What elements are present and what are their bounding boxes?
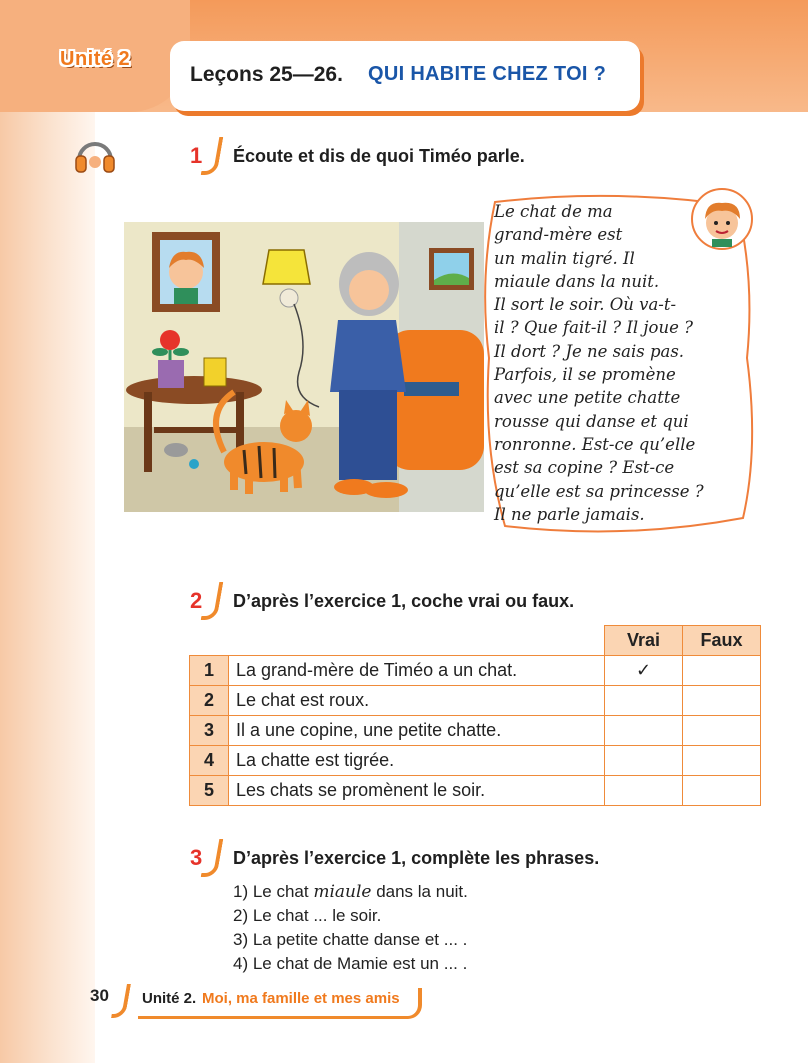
- exercise-2-instruction: D’après l’exercice 1, coche vrai ou faux.: [233, 591, 575, 611]
- page-number: [90, 986, 126, 1016]
- row-statement: La grand-mère de Timéo a un chat.: [229, 656, 605, 686]
- exercise-3-number-text: 3: [190, 845, 203, 870]
- table-row: [190, 656, 761, 686]
- faux-checkbox[interactable]: [683, 746, 761, 776]
- list-item: 2) Le chat ... le soir.: [233, 906, 382, 925]
- speech-text: [494, 200, 754, 526]
- faux-checkbox[interactable]: [683, 686, 761, 716]
- speech-line: grand-mère est: [494, 225, 623, 245]
- exercise-2-number-text: 2: [190, 588, 203, 613]
- table-row: [190, 716, 761, 746]
- page-number-text: 30: [90, 986, 109, 1005]
- row-number: 4: [190, 746, 229, 776]
- list-item: 1) Le chat miaule dans la nuit.: [233, 882, 468, 902]
- column-header-vrai: Vrai: [605, 626, 683, 656]
- lesson-title-box: [170, 41, 640, 111]
- speech-line: Il sort le soir. Où va-t-: [494, 295, 677, 315]
- portrait-frame: [152, 232, 220, 312]
- footer-title: Moi, ma famille et mes amis: [202, 990, 400, 1007]
- unit-badge: Unité 2: [60, 48, 131, 70]
- speech-line: rousse qui danse et qui: [494, 411, 689, 431]
- vrai-checkbox[interactable]: [605, 686, 683, 716]
- row-number: 3: [190, 716, 229, 746]
- speech-line: il ? Que fait-il ? Il joue ?: [494, 318, 693, 338]
- exercise-2-number: [190, 588, 202, 614]
- list-item: 4) Le chat de Mamie est un ... .: [233, 954, 468, 973]
- vrai-checkbox[interactable]: [605, 716, 683, 746]
- list-item: 3) La petite chatte danse et ... .: [233, 930, 468, 949]
- exercise-3-instruction: D’après l’exercice 1, complète les phrases.: [233, 848, 600, 868]
- speech-line: ronronne. Est-ce qu’elle: [494, 434, 696, 454]
- faux-checkbox[interactable]: [683, 656, 761, 686]
- speech-line: avec une petite chatte: [494, 388, 681, 408]
- grandmother-figure: [330, 252, 408, 498]
- footer-running-title: [138, 988, 422, 1019]
- speech-line: Le chat de ma: [494, 202, 613, 221]
- row-number: 5: [190, 776, 229, 806]
- exercise-3-number: [190, 845, 202, 871]
- italic-word: miaule: [313, 882, 372, 902]
- sentence-list: [233, 880, 468, 976]
- speech-line: qu’elle est sa princesse ?: [494, 481, 704, 501]
- exercise-1-number: [190, 143, 202, 169]
- row-statement: Les chats se promènent le soir.: [229, 776, 605, 806]
- exercise-1-number-text: 1: [190, 143, 203, 168]
- speech-line: est sa copine ? Est-ce: [494, 458, 675, 478]
- speech-line: Il ne parle jamais.: [494, 504, 645, 524]
- vrai-checkbox[interactable]: [605, 776, 683, 806]
- table-row: [190, 776, 761, 806]
- headphones-icon[interactable]: [73, 136, 117, 176]
- footer-unit: Unité 2.: [142, 990, 197, 1007]
- column-header-faux: Faux: [683, 626, 761, 656]
- exercise-1-instruction: Écoute et dis de quoi Timéo parle.: [233, 146, 525, 166]
- speech-line: Parfois, il se promène: [494, 365, 676, 385]
- faux-checkbox[interactable]: [683, 716, 761, 746]
- scene-illustration: [124, 222, 484, 512]
- row-statement: Il a une copine, une petite chatte.: [229, 716, 605, 746]
- table-row: [190, 686, 761, 716]
- row-statement: La chatte est tigrée.: [229, 746, 605, 776]
- speech-line: Il dort ? Je ne sais pas.: [494, 341, 685, 361]
- row-number: 2: [190, 686, 229, 716]
- speech-line: miaule dans la nuit.: [494, 271, 660, 291]
- lesson-number: Leçons 25—26.: [190, 63, 343, 86]
- vrai-checkbox[interactable]: ✓: [605, 656, 683, 686]
- speech-line: un malin tigré. Il: [494, 248, 635, 268]
- row-statement: Le chat est roux.: [229, 686, 605, 716]
- faux-checkbox[interactable]: [683, 776, 761, 806]
- vrai-checkbox[interactable]: [605, 746, 683, 776]
- lesson-topic: QUI HABITE CHEZ TOI ?: [368, 63, 607, 85]
- row-number: 1: [190, 656, 229, 686]
- table-row: [190, 746, 761, 776]
- true-false-table: [189, 625, 761, 806]
